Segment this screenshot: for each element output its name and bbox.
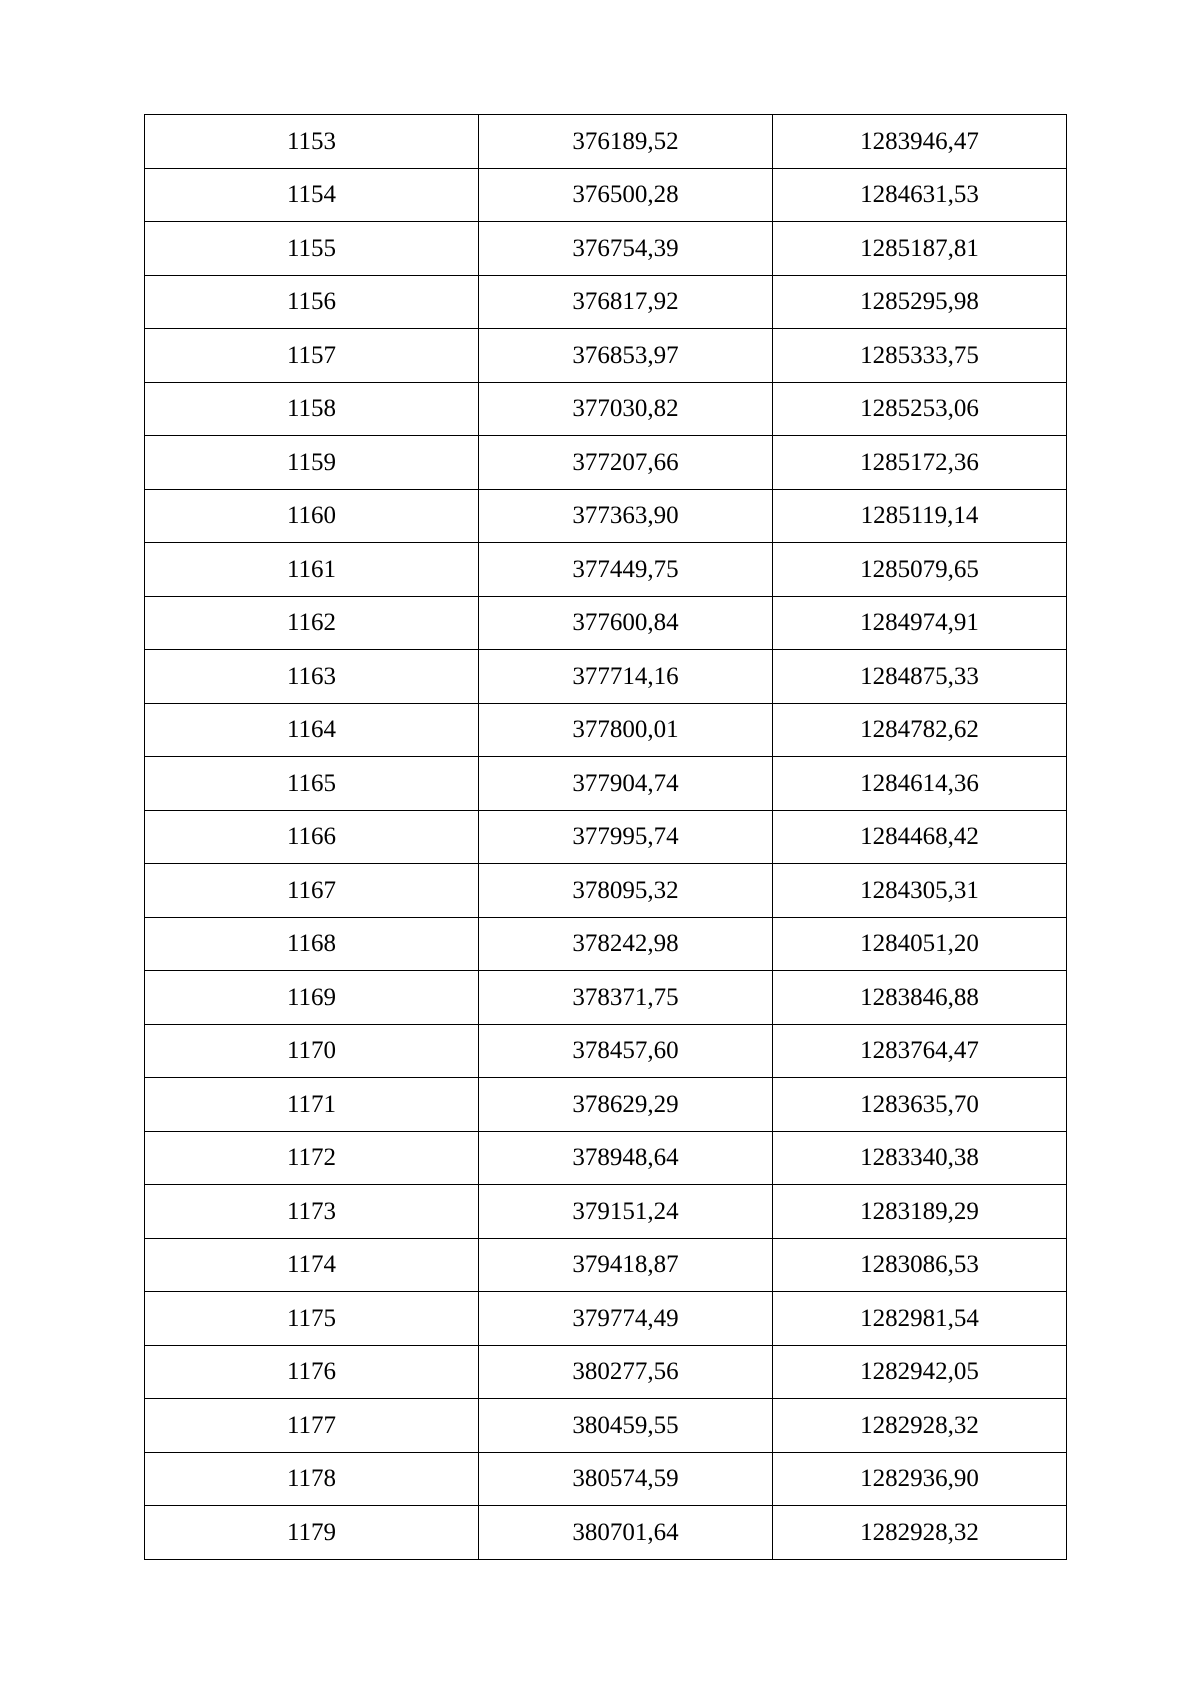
point-number-cell: 1157 — [145, 329, 479, 383]
coordinates-table-body — [145, 115, 1067, 1560]
x-coordinate-cell: 376189,52 — [479, 115, 773, 169]
x-coordinate-cell: 377600,84 — [479, 596, 773, 650]
point-number-cell: 1174 — [145, 1238, 479, 1292]
point-number-cell: 1155 — [145, 222, 479, 276]
table-row — [145, 1292, 1067, 1346]
table-row — [145, 1399, 1067, 1453]
table-row — [145, 917, 1067, 971]
x-coordinate-cell: 377714,16 — [479, 650, 773, 704]
y-coordinate-cell: 1285253,06 — [773, 382, 1067, 436]
x-coordinate-cell: 380574,59 — [479, 1452, 773, 1506]
point-number-cell: 1163 — [145, 650, 479, 704]
table-row — [145, 1185, 1067, 1239]
point-number-cell: 1160 — [145, 489, 479, 543]
table-row — [145, 436, 1067, 490]
x-coordinate-cell: 376500,28 — [479, 168, 773, 222]
x-coordinate-cell: 377904,74 — [479, 757, 773, 811]
x-coordinate-cell: 376853,97 — [479, 329, 773, 383]
x-coordinate-cell: 380701,64 — [479, 1506, 773, 1560]
x-coordinate-cell: 380459,55 — [479, 1399, 773, 1453]
x-coordinate-cell: 379418,87 — [479, 1238, 773, 1292]
y-coordinate-cell: 1284051,20 — [773, 917, 1067, 971]
table-row — [145, 222, 1067, 276]
coordinates-table — [144, 114, 1067, 1560]
table-row — [145, 757, 1067, 811]
table-row — [145, 489, 1067, 543]
y-coordinate-cell: 1283086,53 — [773, 1238, 1067, 1292]
y-coordinate-cell: 1285187,81 — [773, 222, 1067, 276]
y-coordinate-cell: 1285119,14 — [773, 489, 1067, 543]
table-row — [145, 810, 1067, 864]
table-row — [145, 168, 1067, 222]
y-coordinate-cell: 1284468,42 — [773, 810, 1067, 864]
table-row — [145, 1238, 1067, 1292]
point-number-cell: 1161 — [145, 543, 479, 597]
x-coordinate-cell: 377995,74 — [479, 810, 773, 864]
table-row — [145, 1024, 1067, 1078]
table-row — [145, 275, 1067, 329]
y-coordinate-cell: 1282928,32 — [773, 1506, 1067, 1560]
x-coordinate-cell: 379151,24 — [479, 1185, 773, 1239]
x-coordinate-cell: 380277,56 — [479, 1345, 773, 1399]
point-number-cell: 1167 — [145, 864, 479, 918]
x-coordinate-cell: 376817,92 — [479, 275, 773, 329]
table-row — [145, 1345, 1067, 1399]
x-coordinate-cell: 379774,49 — [479, 1292, 773, 1346]
y-coordinate-cell: 1285333,75 — [773, 329, 1067, 383]
table-row — [145, 971, 1067, 1025]
y-coordinate-cell: 1283189,29 — [773, 1185, 1067, 1239]
y-coordinate-cell: 1283846,88 — [773, 971, 1067, 1025]
point-number-cell: 1175 — [145, 1292, 479, 1346]
table-row — [145, 382, 1067, 436]
point-number-cell: 1165 — [145, 757, 479, 811]
point-number-cell: 1156 — [145, 275, 479, 329]
x-coordinate-cell: 377449,75 — [479, 543, 773, 597]
point-number-cell: 1170 — [145, 1024, 479, 1078]
y-coordinate-cell: 1285172,36 — [773, 436, 1067, 490]
x-coordinate-cell: 378948,64 — [479, 1131, 773, 1185]
y-coordinate-cell: 1282942,05 — [773, 1345, 1067, 1399]
x-coordinate-cell: 378629,29 — [479, 1078, 773, 1132]
x-coordinate-cell: 377207,66 — [479, 436, 773, 490]
y-coordinate-cell: 1284974,91 — [773, 596, 1067, 650]
table-row — [145, 543, 1067, 597]
table-row — [145, 329, 1067, 383]
point-number-cell: 1166 — [145, 810, 479, 864]
y-coordinate-cell: 1284614,36 — [773, 757, 1067, 811]
y-coordinate-cell: 1285295,98 — [773, 275, 1067, 329]
point-number-cell: 1169 — [145, 971, 479, 1025]
point-number-cell: 1153 — [145, 115, 479, 169]
x-coordinate-cell: 376754,39 — [479, 222, 773, 276]
point-number-cell: 1159 — [145, 436, 479, 490]
point-number-cell: 1168 — [145, 917, 479, 971]
y-coordinate-cell: 1282981,54 — [773, 1292, 1067, 1346]
point-number-cell: 1172 — [145, 1131, 479, 1185]
x-coordinate-cell: 378242,98 — [479, 917, 773, 971]
y-coordinate-cell: 1284631,53 — [773, 168, 1067, 222]
x-coordinate-cell: 377030,82 — [479, 382, 773, 436]
y-coordinate-cell: 1284305,31 — [773, 864, 1067, 918]
point-number-cell: 1173 — [145, 1185, 479, 1239]
point-number-cell: 1176 — [145, 1345, 479, 1399]
x-coordinate-cell: 377363,90 — [479, 489, 773, 543]
table-row — [145, 1131, 1067, 1185]
point-number-cell: 1178 — [145, 1452, 479, 1506]
y-coordinate-cell: 1284782,62 — [773, 703, 1067, 757]
point-number-cell: 1164 — [145, 703, 479, 757]
y-coordinate-cell: 1285079,65 — [773, 543, 1067, 597]
y-coordinate-cell: 1283635,70 — [773, 1078, 1067, 1132]
y-coordinate-cell: 1282936,90 — [773, 1452, 1067, 1506]
table-row — [145, 864, 1067, 918]
point-number-cell: 1158 — [145, 382, 479, 436]
x-coordinate-cell: 378371,75 — [479, 971, 773, 1025]
table-row — [145, 650, 1067, 704]
x-coordinate-cell: 377800,01 — [479, 703, 773, 757]
table-row — [145, 596, 1067, 650]
table-row — [145, 115, 1067, 169]
x-coordinate-cell: 378457,60 — [479, 1024, 773, 1078]
y-coordinate-cell: 1284875,33 — [773, 650, 1067, 704]
y-coordinate-cell: 1283946,47 — [773, 115, 1067, 169]
table-row — [145, 1078, 1067, 1132]
table-row — [145, 1506, 1067, 1560]
table-row — [145, 703, 1067, 757]
y-coordinate-cell: 1283340,38 — [773, 1131, 1067, 1185]
y-coordinate-cell: 1283764,47 — [773, 1024, 1067, 1078]
point-number-cell: 1171 — [145, 1078, 479, 1132]
y-coordinate-cell: 1282928,32 — [773, 1399, 1067, 1453]
x-coordinate-cell: 378095,32 — [479, 864, 773, 918]
point-number-cell: 1177 — [145, 1399, 479, 1453]
table-row — [145, 1452, 1067, 1506]
point-number-cell: 1154 — [145, 168, 479, 222]
point-number-cell: 1179 — [145, 1506, 479, 1560]
point-number-cell: 1162 — [145, 596, 479, 650]
